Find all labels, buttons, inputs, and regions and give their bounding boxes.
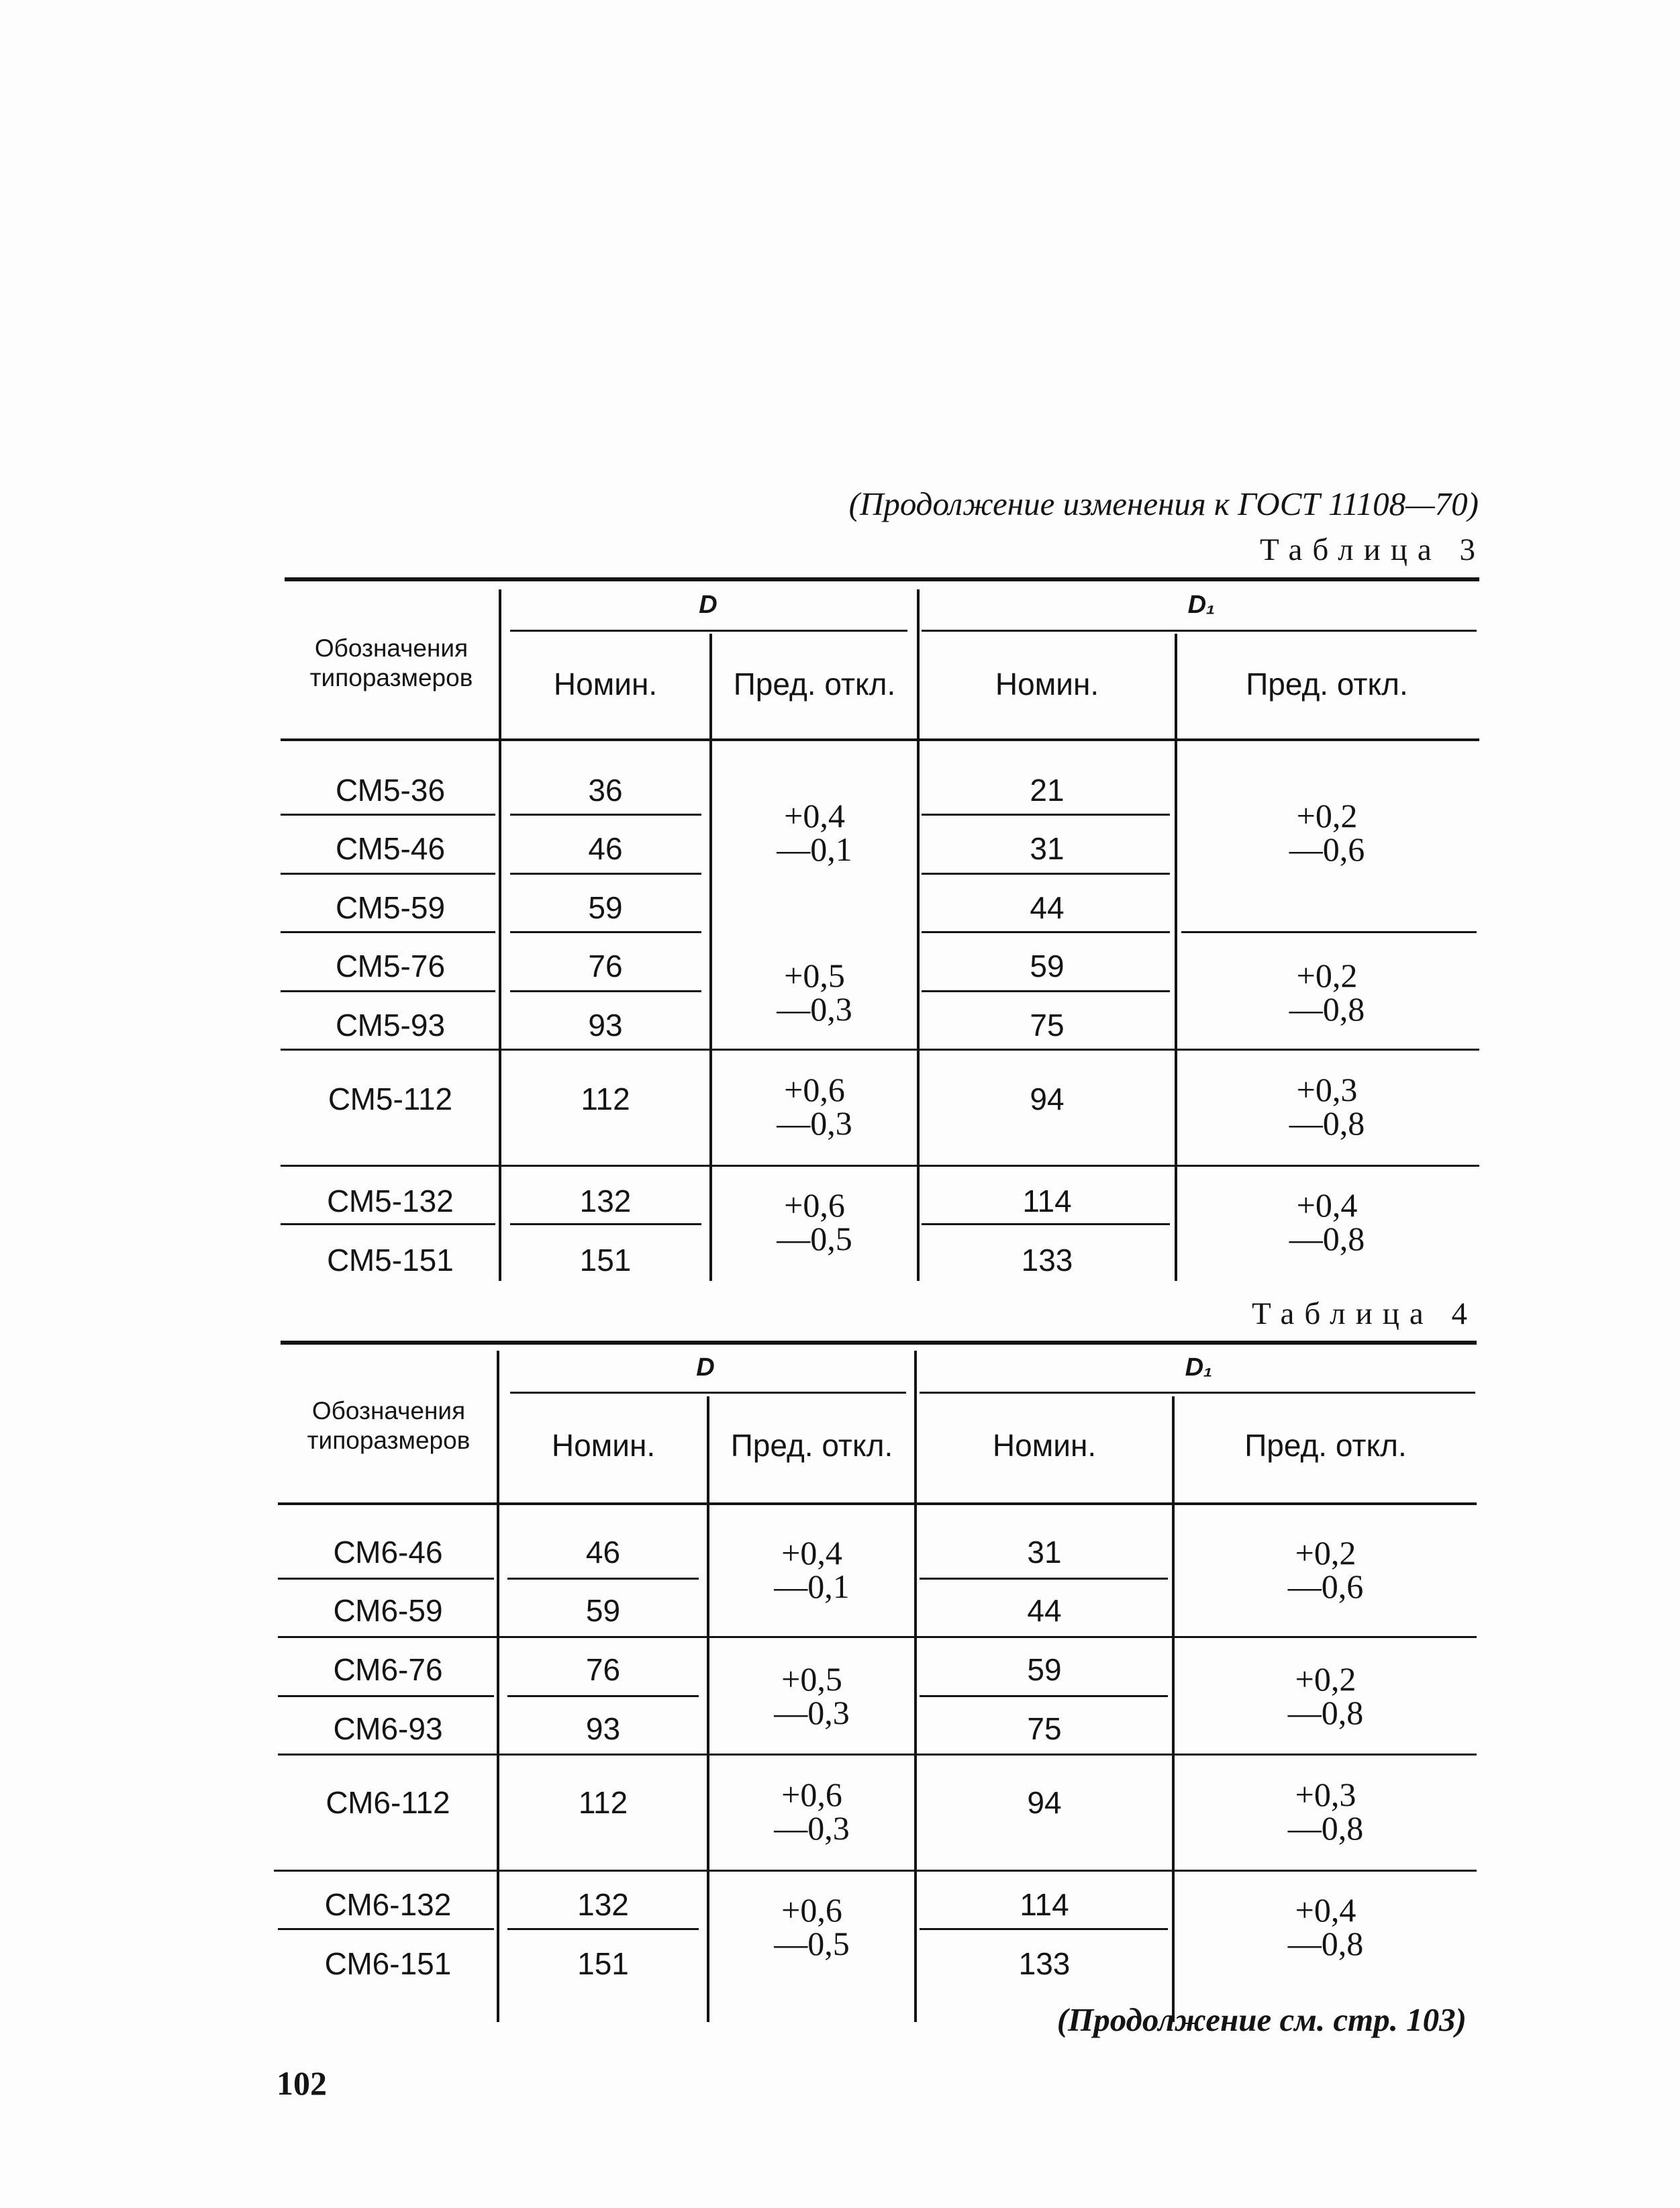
table-4-group-rule xyxy=(274,1870,1477,1872)
table-4-header-rule xyxy=(278,1502,1477,1505)
table-3-row-rule xyxy=(281,990,495,992)
table-3-row-4-designation: СМ5-76 xyxy=(335,949,446,983)
table-3-row-6-d1-nom: 94 xyxy=(1030,1082,1065,1116)
table-4-row-7-d-nom: 151 xyxy=(577,1946,629,1981)
table-3-group-rule-d1 xyxy=(922,630,1477,632)
table-4-group-rule xyxy=(278,1754,1477,1756)
table-3-vline-4 xyxy=(1175,634,1177,1281)
table-3-group-d1: D₁ xyxy=(1187,591,1216,619)
table-3-row-6-designation: СМ5-112 xyxy=(328,1082,453,1116)
table-4-group-rule-d1 xyxy=(920,1392,1475,1394)
table-4-row-rule xyxy=(278,1928,494,1930)
table-4-row-rule xyxy=(278,1695,494,1697)
table-4-sub-nom-d: Номин. xyxy=(551,1428,656,1463)
table-4-top-rule xyxy=(281,1341,1477,1345)
page-number: 102 xyxy=(277,2064,327,2102)
table-3-row-3-d-nom: 59 xyxy=(588,890,623,925)
table-3-d1-tol-2: +0,2 —0,8 xyxy=(1289,957,1365,1028)
table-4-row-6-d1-nom: 114 xyxy=(1020,1887,1069,1922)
table-4-row-3-d-nom: 76 xyxy=(585,1652,621,1687)
table-3-row-3-designation: СМ5-59 xyxy=(335,890,446,925)
table-3-d-tol-2: +0,5 —0,3 xyxy=(777,957,852,1028)
table-3-header-rule xyxy=(281,738,1479,741)
table-3-group-rule-d xyxy=(510,630,907,632)
table-4-row-rule xyxy=(920,1578,1168,1580)
table-3-row-rule xyxy=(510,931,701,933)
table-4-row-rule xyxy=(920,1928,1168,1930)
table-4-d1-tol-3: +0,3 —0,8 xyxy=(1287,1776,1364,1847)
table-3-d-tol-1: +0,4 —0,1 xyxy=(777,797,852,868)
table-4-d-tol-1: +0,4 —0,1 xyxy=(774,1534,850,1605)
table-3-row-rule xyxy=(922,873,1170,875)
table-3-row-7-designation: СМ5-132 xyxy=(327,1184,454,1218)
continuation-footer: (Продолжение см. стр. 103) xyxy=(1056,2001,1467,2038)
table-3-d1-tol-4: +0,4 —0,8 xyxy=(1289,1186,1365,1257)
table-4-sub-tol-d1: Пред. откл. xyxy=(1244,1428,1407,1463)
table-4-d1-tol-2: +0,2 —0,8 xyxy=(1287,1660,1364,1731)
table-3-d1-tol-1: +0,2 —0,6 xyxy=(1289,797,1365,868)
continuation-header: (Продолжение изменения к ГОСТ 11108—70) xyxy=(848,485,1479,522)
table-3-group-d: D xyxy=(699,591,718,619)
table-3-sub-nom-d: Номин. xyxy=(553,667,658,702)
table-3-row-rule xyxy=(281,873,495,875)
table-4-group-rule-d xyxy=(510,1392,906,1394)
table-3-row-1-designation: СМ5-36 xyxy=(335,773,446,808)
table-3-row-2-designation: СМ5-46 xyxy=(335,831,446,866)
table-3-d-tol-4: +0,6 —0,5 xyxy=(777,1186,852,1257)
table-4-row-rule xyxy=(507,1578,699,1580)
table-3-row-7-d1-nom: 114 xyxy=(1022,1184,1072,1218)
table-3-designation-header: Обозначения типоразмеров xyxy=(309,634,473,691)
table-4-row-5-designation: СМ6-112 xyxy=(326,1785,450,1820)
table-3-row-5-d-nom: 93 xyxy=(588,1008,623,1043)
table-4-row-2-d1-nom: 44 xyxy=(1027,1593,1062,1628)
table-4-row-7-d1-nom: 133 xyxy=(1018,1946,1071,1981)
table-3-row-4-d-nom: 76 xyxy=(588,949,623,983)
table-3-row-5-d1-nom: 75 xyxy=(1030,1008,1065,1043)
table-3-row-rule xyxy=(281,814,495,816)
table-4-row-3-designation: СМ6-76 xyxy=(333,1652,443,1687)
table-3-row-rule xyxy=(510,1223,701,1225)
table-3-row-4-d1-nom: 59 xyxy=(1030,949,1065,983)
table-3-row-1-d1-nom: 21 xyxy=(1030,773,1065,808)
table-3-row-5-designation: СМ5-93 xyxy=(335,1008,446,1043)
table-4-row-5-d-nom: 112 xyxy=(578,1785,628,1820)
table-3-vline-2 xyxy=(709,634,712,1281)
table-4-row-5-d1-nom: 94 xyxy=(1027,1785,1062,1820)
table-3-sub-nom-d1: Номин. xyxy=(995,667,1099,702)
table-4-label: Таблица 4 xyxy=(1251,1296,1477,1331)
table-3-row-3-d1-nom: 44 xyxy=(1030,890,1065,925)
table-3-label: Таблица 3 xyxy=(1259,532,1485,567)
table-3-sub-tol-d: Пред. откл. xyxy=(733,667,896,702)
table-4-row-1-d1-nom: 31 xyxy=(1027,1535,1062,1570)
table-4-d1-tol-1: +0,2 —0,6 xyxy=(1287,1534,1364,1605)
table-4-row-7-designation: СМ6-151 xyxy=(324,1946,452,1981)
table-4-row-6-d-nom: 132 xyxy=(577,1887,629,1922)
table-3-group-rule xyxy=(1181,931,1477,933)
table-3-row-8-d-nom: 151 xyxy=(579,1243,632,1278)
table-3-row-rule xyxy=(510,814,701,816)
table-4-group-d1: D₁ xyxy=(1185,1353,1213,1382)
table-3-row-rule xyxy=(510,990,701,992)
table-4-row-2-designation: СМ6-59 xyxy=(333,1593,443,1628)
table-3-row-2-d1-nom: 31 xyxy=(1030,831,1065,866)
table-4-row-6-designation: СМ6-132 xyxy=(324,1887,452,1922)
table-4-row-4-d1-nom: 75 xyxy=(1027,1711,1062,1746)
table-4-row-2-d-nom: 59 xyxy=(585,1593,621,1628)
table-4-row-1-designation: СМ6-46 xyxy=(333,1535,443,1570)
table-4-d-tol-3: +0,6 —0,3 xyxy=(774,1776,850,1847)
table-4-sub-tol-d: Пред. откл. xyxy=(730,1428,893,1463)
table-4-row-rule xyxy=(507,1928,699,1930)
table-3-row-rule xyxy=(922,1223,1170,1225)
table-3-sub-tol-d1: Пред. откл. xyxy=(1246,667,1408,702)
table-3-row-rule xyxy=(922,814,1170,816)
table-4-d1-tol-4: +0,4 —0,8 xyxy=(1287,1891,1364,1962)
table-3-row-7-d-nom: 132 xyxy=(579,1184,632,1218)
table-4-d-tol-2: +0,5 —0,3 xyxy=(774,1660,850,1731)
table-3-d-tol-3: +0,6 —0,3 xyxy=(777,1071,852,1142)
table-3-row-rule xyxy=(281,1223,495,1225)
table-4-row-4-d-nom: 93 xyxy=(585,1711,621,1746)
table-3-group-rule xyxy=(281,1049,1479,1051)
table-4-group-d: D xyxy=(696,1353,715,1382)
table-4-row-rule xyxy=(920,1695,1168,1697)
table-4-row-rule xyxy=(278,1578,494,1580)
table-4-row-4-designation: СМ6-93 xyxy=(333,1711,443,1746)
table-3-row-2-d-nom: 46 xyxy=(588,831,623,866)
table-3-row-8-designation: СМ5-151 xyxy=(327,1243,454,1278)
table-3-top-rule xyxy=(285,577,1479,581)
table-4-row-3-d1-nom: 59 xyxy=(1027,1652,1062,1687)
table-3-row-rule xyxy=(922,931,1170,933)
table-3-d1-tol-3: +0,3 —0,8 xyxy=(1289,1071,1365,1142)
table-3-row-rule xyxy=(922,990,1170,992)
table-4-row-1-d-nom: 46 xyxy=(585,1535,621,1570)
table-3-row-8-d1-nom: 133 xyxy=(1021,1243,1073,1278)
table-4-sub-nom-d1: Номин. xyxy=(992,1428,1097,1463)
table-3-row-1-d-nom: 36 xyxy=(588,773,623,808)
table-4-designation-header: Обозначения типоразмеров xyxy=(307,1397,471,1454)
table-3-row-rule xyxy=(510,873,701,875)
table-4-row-rule xyxy=(507,1695,699,1697)
table-4-group-rule xyxy=(278,1636,1477,1638)
table-3-group-rule xyxy=(281,1165,1479,1167)
table-3-row-rule xyxy=(281,931,495,933)
table-4-d-tol-4: +0,6 —0,5 xyxy=(774,1891,850,1962)
table-3-row-6-d-nom: 112 xyxy=(581,1082,630,1116)
